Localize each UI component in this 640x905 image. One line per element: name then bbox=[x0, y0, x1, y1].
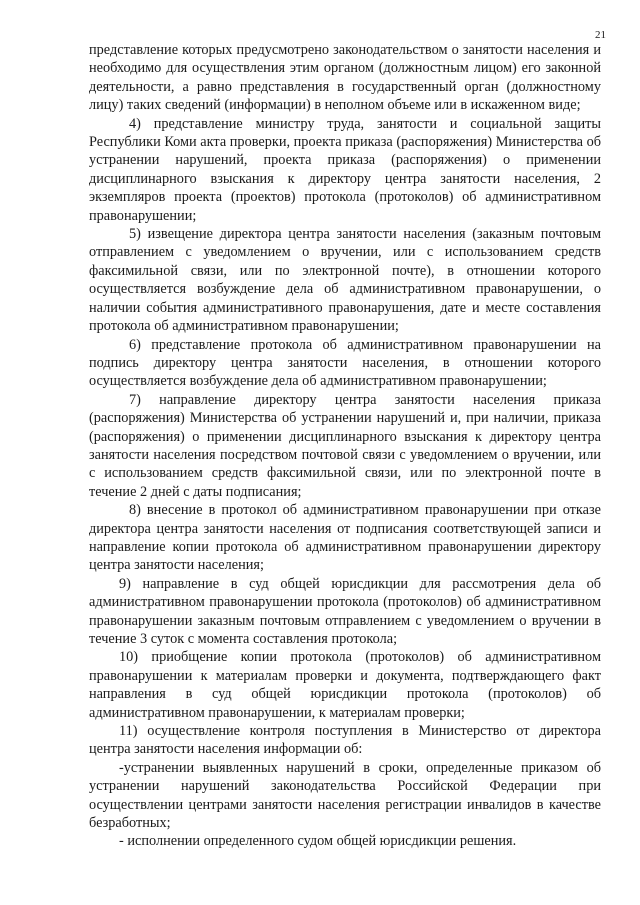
page-number: 21 bbox=[595, 29, 606, 41]
paragraph-item-10: 10) приобщение копии протокола (протоколов) об административном правонарушении к материалам проверки и документа, подтверждающего факт направления в суд общей юрисдикции протокола (протоколов) об административном правонарушении, к материалам проверки; bbox=[89, 649, 601, 721]
paragraph-subitem-court-decision: - исполнении определенного судом общей юрисдикции решения. bbox=[119, 833, 517, 850]
paragraph-item-5: 5) извещение директора центра занятости населения (заказным почтовым отправлением с уведомлением о вручении, или с использованием средств факсимильной связи, или по электронной почте), в отношении которого осуществляется возбуждение дела об административном правонарушении, о наличии события административного правонарушения, дате и месте составления протокола об административном правонарушении; bbox=[89, 226, 601, 335]
paragraph-continuation: представление которых предусмотрено законодательством о занятости населения и необходимо для осуществления этим органом (должностным лицом) его законной деятельности, а равно представления в государственный орган (должностному лицу) таких сведений (информации) в неполном объеме или в искаженном виде; bbox=[89, 42, 601, 114]
document-body bbox=[89, 41, 601, 851]
paragraph-subitem-elimination: -устранении выявленных нарушений в сроки, определенные приказом об устранении нарушений законодательства Российской Федерации при осуществлении центрами занятости населения регистрации инвалидов в качестве безработных; bbox=[89, 759, 601, 832]
paragraph-item-11: 11) осуществление контроля поступления в Министерство от директора центра занятости населения информации об: bbox=[89, 723, 601, 758]
paragraph-item-7: 7) направление директору центра занятости населения приказа (распоряжения) Министерства об устранении нарушений и, при наличии, приказа (распоряжения) о применении дисциплинарного взыскания к директору центра занятости населения посредством почтовой связи с уведомлением о вручении, или с использованием средств факсимильной связи, или по электронной почте в течение 2 дней с даты подписания; bbox=[89, 391, 601, 500]
paragraph-item-6: 6) представление протокола об административном правонарушении на подпись директору центра занятости населения, в отношении которого осуществляется возбуждение дела об административном правонарушении; bbox=[89, 336, 601, 390]
paragraph-item-9: 9) направление в суд общей юрисдикции для рассмотрения дела об административном правонарушении протокола (протоколов) об административном правонарушении заказным почтовым отправлением с уведомлением о вручении в течение 3 суток с момента составления протокола; bbox=[89, 575, 601, 647]
paragraph-item-8: 8) внесение в протокол об административном правонарушении при отказе директора центра занятости населения от подписания соответствующей записи и направление копии протокола об административном правонарушении директору центра занятости населения; bbox=[89, 502, 601, 574]
paragraph-item-4: 4) представление министру труда, занятости и социальной защиты Республики Коми акта проверки, проекта приказа (распоряжения) Министерства об устранении нарушений, проекта приказа (распоряжения) о применении дисциплинарного взыскания к директору центра занятости населения, 2 экземпляров проекта (проектов) протокола (протоколов) об административном правонарушении; bbox=[89, 115, 601, 224]
